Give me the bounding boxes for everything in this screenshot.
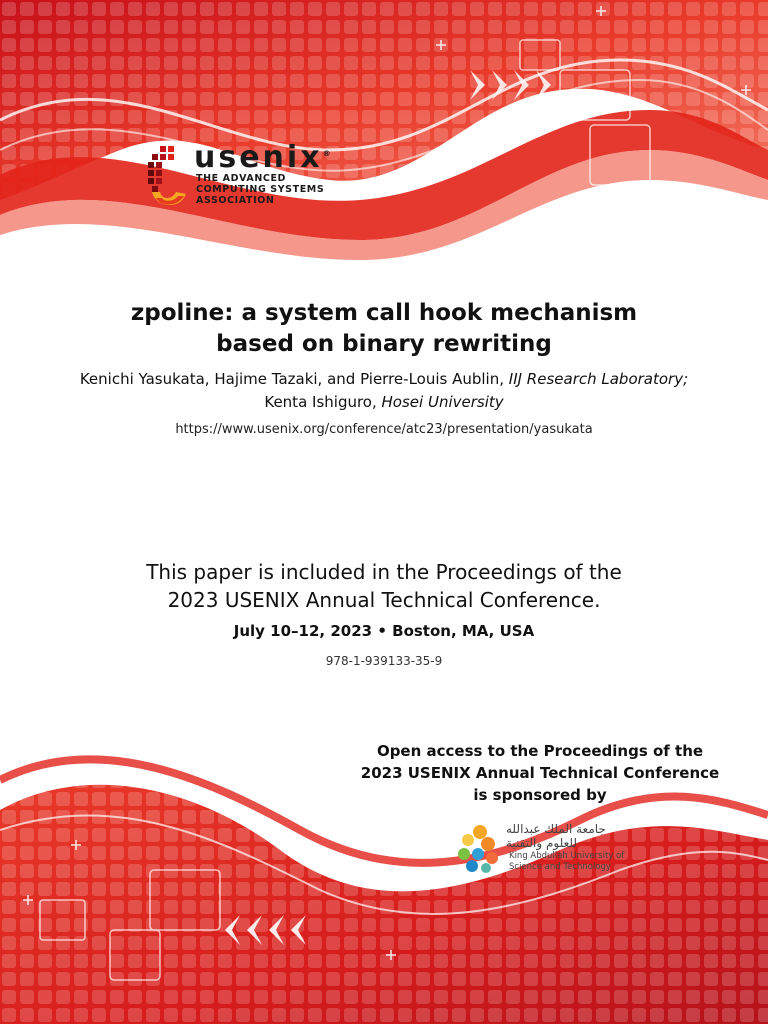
conference-dates: July 10–12, 2023 • Boston, MA, USA	[233, 622, 535, 640]
paper-authors	[0, 368, 768, 414]
usenix-wordmark: usenix®	[194, 140, 334, 175]
paper-title-line-2: based on binary rewriting	[216, 331, 552, 357]
authors-line-2: Kenta Ishiguro,	[264, 393, 382, 411]
paper-title-line-1: zpoline: a system call hook mechanism	[130, 300, 638, 326]
kaust-logo-icon	[452, 822, 504, 874]
affiliation-1: IIJ Research Laboratory;	[508, 370, 689, 388]
affiliation-2: Hosei University	[381, 393, 504, 411]
kaust-arabic-name: جامعة الملك عبدالله للعلوم والتقنية	[506, 822, 606, 850]
kaust-english-name: King Abdullah University of Science and Technology	[509, 851, 625, 872]
presentation-url[interactable]: https://www.usenix.org/conference/atc23/presentation/yasukata	[175, 422, 593, 437]
proceedings-statement	[0, 558, 768, 614]
usenix-logo	[146, 140, 376, 220]
isbn: 978-1-939133-35-9	[325, 654, 443, 668]
usenix-tagline: THE ADVANCED COMPUTING SYSTEMS ASSOCIATION	[196, 173, 325, 206]
authors-line-1: Kenichi Yasukata, Hajime Tazaki, and Pierre-Louis Aublin,	[79, 370, 509, 388]
sponsor-line-1: Open access to the Proceedings of the	[376, 742, 704, 760]
sponsor-line-2: 2023 USENIX Annual Technical Conference	[360, 764, 720, 782]
sponsor-line-3: is sponsored by	[473, 786, 607, 804]
top-wave-artwork	[0, 0, 768, 300]
kaust-logo	[452, 820, 652, 880]
paper-title	[0, 298, 768, 360]
usenix-logo-icon	[146, 142, 190, 212]
proceedings-line-2: 2023 USENIX Annual Technical Conference.	[167, 588, 601, 612]
proceedings-line-1: This paper is included in the Proceedings of the	[146, 560, 622, 584]
sponsor-statement	[330, 740, 750, 806]
